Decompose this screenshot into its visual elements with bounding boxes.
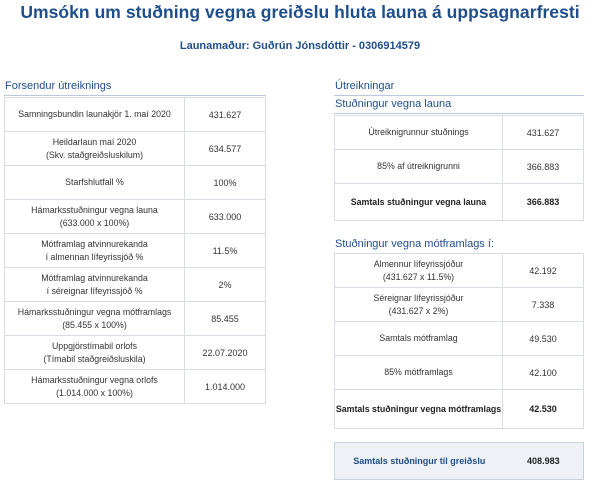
assumptions-divider [4,95,266,96]
row-label-text: Uppgjörstímabil orlofs [51,340,138,351]
row-value: 22.07.2020 [202,347,248,358]
table-row [5,132,265,166]
row-label-subtext: í almennan lífeyrissjóð % [45,251,144,262]
row-label [5,234,185,267]
row-label [5,166,185,199]
row-value: 431.627 [526,127,560,138]
row-label-subtext: (633.000 x 100%) [59,217,130,228]
table-row [5,302,265,336]
table-row [5,234,265,268]
assumptions-heading: Forsendur útreiknings [5,80,112,92]
row-label-text: Samningsbundin launakjör 1. maí 2020 [18,109,171,119]
contributions-table [334,253,584,429]
row-label [335,390,503,428]
table-row [335,254,583,288]
row-label-subtext: (85.455 x 100%) [62,319,127,330]
table-row [5,336,265,370]
row-label-text: Hámarksstuðningur vegna mótframlags [17,306,172,317]
table-row [335,288,583,322]
row-label-text: Mótframlag atvinnurekanda [41,272,148,283]
row-label-text: Séreignar lífeyrissjóður [373,292,464,303]
row-value: 431.627 [208,109,242,120]
row-value: 49.530 [529,333,557,344]
row-value: 11.5% [212,245,238,256]
row-label [5,132,185,165]
table-row [335,322,583,356]
row-label [5,370,185,403]
table-row [5,200,265,234]
row-label [335,184,503,220]
row-label [335,322,503,355]
contributions-heading: Stuðningur vegna mótframlags í: [335,238,494,250]
row-value: 366.883 [526,197,560,207]
table-row [335,356,583,390]
calculations-divider [334,95,584,96]
row-label [5,336,185,369]
table-row [5,370,265,403]
table-row [335,150,583,184]
row-value: 634.577 [208,143,242,154]
row-value: 100% [213,177,237,188]
row-label-text: 85% mótframlags [384,367,453,377]
row-label-subtext: (Tímabil staðgreiðsluskila) [43,353,146,364]
wages-table [334,115,584,221]
wages-divider [334,113,584,114]
assumptions-table [4,97,266,404]
row-value: 7.338 [531,299,555,310]
wages-heading: Stuðningur vegna launa [335,98,452,110]
calculations-heading: Útreikningar [335,80,395,92]
page-title: Umsókn um stuðning vegna greiðslu hluta launa á uppsagnarfresti [20,2,580,22]
total-support-label: Samtals stuðningur til greiðslu [353,456,486,466]
total-support-box [334,442,584,480]
row-label-subtext: (1.014.000 x 100%) [56,387,133,398]
table-row [335,390,583,428]
row-label-text: Samtals stuðningur vegna launa [350,196,487,207]
row-label-text: Samtals mótframlag [379,333,458,343]
total-support-value: 408.983 [527,456,560,466]
row-label-text: Hámarksstuðningur vegna launa [31,204,158,215]
row-label [5,200,185,233]
row-label [335,356,503,389]
row-label [335,150,503,183]
row-label-text: Mótframlag atvinnurekanda [41,238,148,249]
row-label [335,116,503,149]
row-label [335,288,503,321]
row-value: 366.883 [526,161,560,172]
row-label [335,254,503,287]
table-row [5,166,265,200]
row-label-text: Hámarksstuðningur vegna orlofs [31,374,158,385]
row-label-text: Útreiknigrunnur stuðnings [368,127,469,137]
row-value: 42.192 [529,265,557,276]
row-label-text: Almennur lífeyrissjóður [373,258,464,269]
row-value: 42.530 [529,404,557,414]
table-row [335,184,583,220]
row-value: 42.100 [529,367,557,378]
row-label-text: 85% af útreiknigrunni [377,161,460,171]
row-label-text: Starfshlutfall % [65,177,124,187]
row-label [5,268,185,301]
row-value: 633.000 [208,211,242,222]
row-label-subtext: (Skv. staðgreiðsluskilum) [45,149,144,160]
row-value: 1.014.000 [204,381,246,392]
table-row [335,116,583,150]
row-label-subtext: (431.627 x 2%) [388,305,449,316]
row-label [5,302,185,335]
table-row [5,268,265,302]
row-value: 2% [218,279,232,290]
row-label [5,98,185,131]
row-label-subtext: (431.627 x 11.5%) [382,271,455,282]
row-label-subtext: í séreignar lífeyrissjóð % [46,285,143,296]
row-value: 85.455 [211,313,239,324]
row-label-text: Samtals stuðningur vegna mótframlags [335,403,502,414]
table-row [5,98,265,132]
row-label-text: Heildarlaun maí 2020 [52,136,137,147]
employee-line: Launamaður: Guðrún Jónsdóttir - 0306914579 [179,40,421,52]
